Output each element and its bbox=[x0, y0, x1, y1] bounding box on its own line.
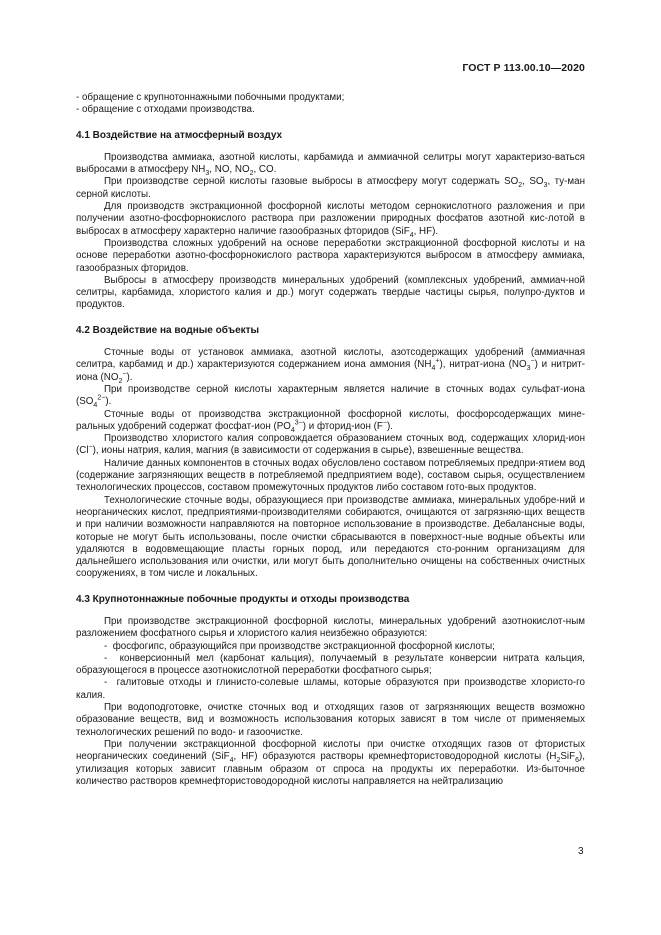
page-number: 3 bbox=[578, 846, 584, 857]
paragraph: Производства аммиака, азотной кислоты, карбамида и аммиачной селитры могут характеризо-ваться выбросами в атмосферу $NH_3$, NO, $NO_2$, CO. bbox=[76, 151, 585, 178]
paragraph: Производства сложных удобрений на основе переработки экстракционной фосфорной кислоты и на основе переработки азотно-фосфорнокислого раствора характеризуются выбросом в атмосферу аммиака, газообразных фторидов. bbox=[76, 237, 585, 274]
section-heading: 4.2 Воздействие на водные объекты bbox=[76, 324, 260, 336]
paragraph: При производстве серной кислоты газовые выбросы в атмосферу могут содержать $SO_2$, $SO_3$, ту-ман серной кислоты. bbox=[76, 176, 585, 200]
paragraph: Сточные воды от производства экстракционной фосфорной кислоты, фосфорсодержащих мине-ральных удобрений содержат фосфат-ион $(PO_4^{3-})$ и фторид-ион (F−). bbox=[76, 408, 585, 434]
list-item: - обращение с крупнотоннажными побочными продуктами; bbox=[76, 92, 345, 103]
paragraph: Выбросы в атмосферу производств минеральных удобрений (комплексных удобрений, аммиач-ной селитры, карбамида, хлористого калия и др.) могут содержать твердые частицы сырья, полупро-дуктов и продуктов. bbox=[76, 274, 585, 311]
section-heading: 4.3 Крупнотоннажные побочные продукты и отходы производства bbox=[76, 593, 410, 605]
paragraph: Наличие данных компонентов в сточных водах обусловлено составом потребляемых предпри-ятием вод (содержание загрязняющих веществ в потребляемой предприятием воде), составом сырья, осуществлением технологических процессов, составом промежуточных продуктов либо составом гото-вых продуктов. bbox=[76, 457, 585, 494]
paragraph: Для производств экстракционной фосфорной кислоты методом сернокислотного разложения и при получении азотно-фосфорнокислого раствора при разложении природных фосфатов азотной кис-лотой в выбросах в атмосферу характерно наличие газообразных фторидов (SiF$_4$, HF). bbox=[76, 201, 585, 239]
paragraph: При получении экстракционной фосфорной кислоты при очистке отходящих газов от фтористых неорганических соединений (SiF$_4$, HF) образуются растворы кремнефтористоводородной кислоты $(H_2SiF_6)$, утилизация которых зависит главным образом от спроса на продукты их переработки. Из-быточное количество растворов кремнефтористоводородной кислоты направляется на нейтрализацию bbox=[76, 738, 585, 787]
standard-number: ГОСТ Р 113.00.10—2020 bbox=[462, 62, 585, 74]
paragraph: При производстве серной кислоты характерным является наличие в сточных водах сульфат-иона $(SO_4^{2-})$. bbox=[76, 383, 585, 410]
paragraph: При производстве экстракционной фосфорной кислоты, минеральных удобрений азотнокислот-ным разложением фосфатного сырья и хлористого калия неизбежно образуются: bbox=[76, 615, 585, 640]
paragraph: Сточные воды от установок аммиака, азотной кислоты, азотсодержащих удобрений (аммиачная селитра, карбамид и др.) характеризуются содержанием иона аммония $(NH_4^+)$, нитрат-иона $(NO_3^-)$ и нитрит-иона $(NO_2^-)$. bbox=[76, 347, 585, 385]
document-body bbox=[76, 92, 585, 788]
list-item: - конверсионный мел (карбонат кальция), получаемый в результате конверсии нитрата кальция, образующегося в процессе азотнокислотной переработки фосфатного сырья; bbox=[76, 652, 585, 677]
paragraph: При водоподготовке, очистке сточных вод и отходящих газов от загрязняющих веществ возможно образование веществ, вид и возможность использования которых зависят в том числе от применяемых технологических решений по водо- и газоочистке. bbox=[76, 702, 585, 738]
section-heading: 4.1 Воздействие на атмосферный воздух bbox=[76, 129, 283, 141]
paragraph: Технологические сточные воды, образующиеся при производстве аммиака, минеральных удобре-ний и неорганических кислот, предприятиями-производителями собираются, очищаются от загрязняю-щих веществ и при наличии возможности направляются на повторное использование в производстве. Дебалансные воды, которые не могут быть использованы, после очистки сбрасываются в поверхност-ные водные объекты или удаляются в водовмещающие пласты горных пород, или передаются сто-ронним организациям для дальнейшего использования или очистки, или могут быть дополнительно очищены на собственных очистных сооружениях, в том числе и локальных. bbox=[76, 494, 585, 580]
list-item: - фосфогипс, образующийся при производстве экстракционной фосфорной кислоты; bbox=[104, 640, 495, 652]
paragraph: Производство хлористого калия сопровождается образованием сточных вод, содержащих хлорид-ион (Cl−), ионы натрия, калия, магния (в зависимости от содержания в сырье), взвешенные вещества. bbox=[76, 433, 585, 457]
list-item: - галитовые отходы и глинисто-солевые шламы, которые образуются при производстве хлористо-го калия. bbox=[76, 677, 585, 701]
list-item: - обращение с отходами производства. bbox=[76, 104, 255, 116]
